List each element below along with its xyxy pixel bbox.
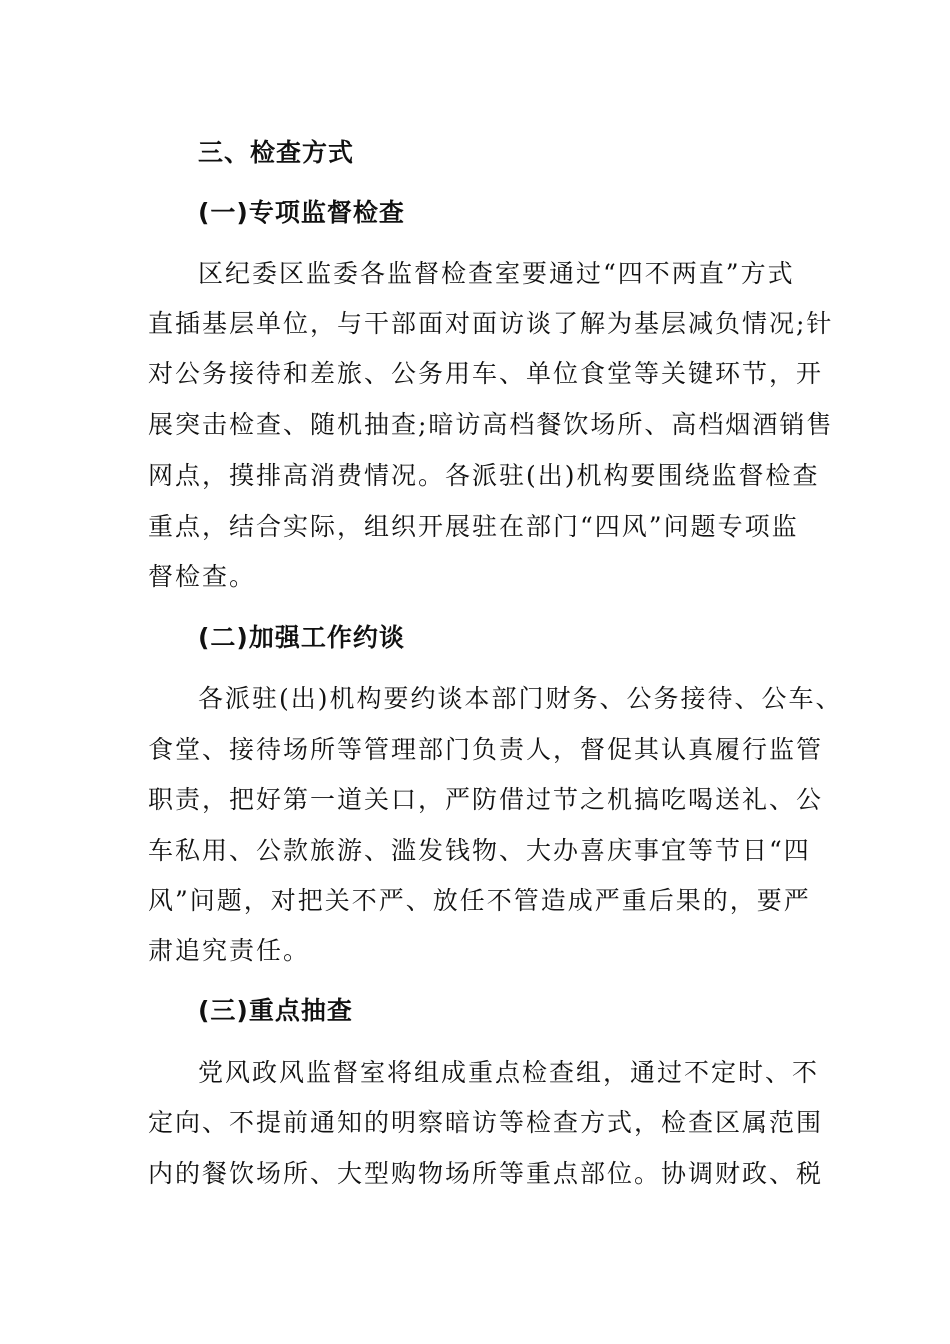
paragraph-line: 定向、不提前通知的明察暗访等检查方式，检查区属范围	[148, 1108, 824, 1137]
paragraph-line: 重点，结合实际，组织开展驻在部门“四风”问题专项监	[148, 512, 799, 541]
paragraph-line: 各派驻(出)机构要约谈本部门财务、公务接待、公车、	[198, 684, 843, 713]
section-title: 三、检查方式	[198, 138, 355, 167]
paragraph-line: 展突击检查、随机抽查;暗访高档餐饮场所、高档烟酒销售	[148, 410, 834, 439]
paragraph-line: 内的餐饮场所、大型购物场所等重点部位。协调财政、税	[148, 1159, 824, 1188]
paragraph-line: 党风政风监督室将组成重点检查组，通过不定时、不	[198, 1058, 820, 1087]
paragraph-line: 风”问题，对把关不严、放任不管造成严重后果的，要严	[148, 886, 811, 915]
paragraph-line: 职责，把好第一道关口，严防借过节之机搞吃喝送礼、公	[148, 785, 824, 814]
subsection-heading-3: (三)重点抽查	[198, 996, 353, 1025]
paragraph-line: 肃追究责任。	[148, 936, 311, 965]
paragraph-line: 区纪委区监委各监督检查室要通过“四不两直”方式	[198, 259, 795, 288]
subsection-heading-1: (一)专项监督检查	[198, 198, 405, 227]
paragraph-line: 网点，摸排高消费情况。各派驻(出)机构要围绕监督检查	[148, 461, 820, 490]
subsection-heading-2: (二)加强工作约谈	[198, 623, 405, 652]
paragraph-line: 车私用、公款旅游、滥发钱物、大办喜庆事宜等节日“四	[148, 836, 811, 865]
paragraph-line: 直插基层单位，与干部面对面访谈了解为基层减负情况;针	[148, 309, 834, 338]
paragraph-line: 食堂、接待场所等管理部门负责人，督促其认真履行监管	[148, 735, 824, 764]
paragraph-line: 对公务接待和差旅、公务用车、单位食堂等关键环节，开	[148, 359, 824, 388]
paragraph-line: 督检查。	[148, 562, 257, 591]
